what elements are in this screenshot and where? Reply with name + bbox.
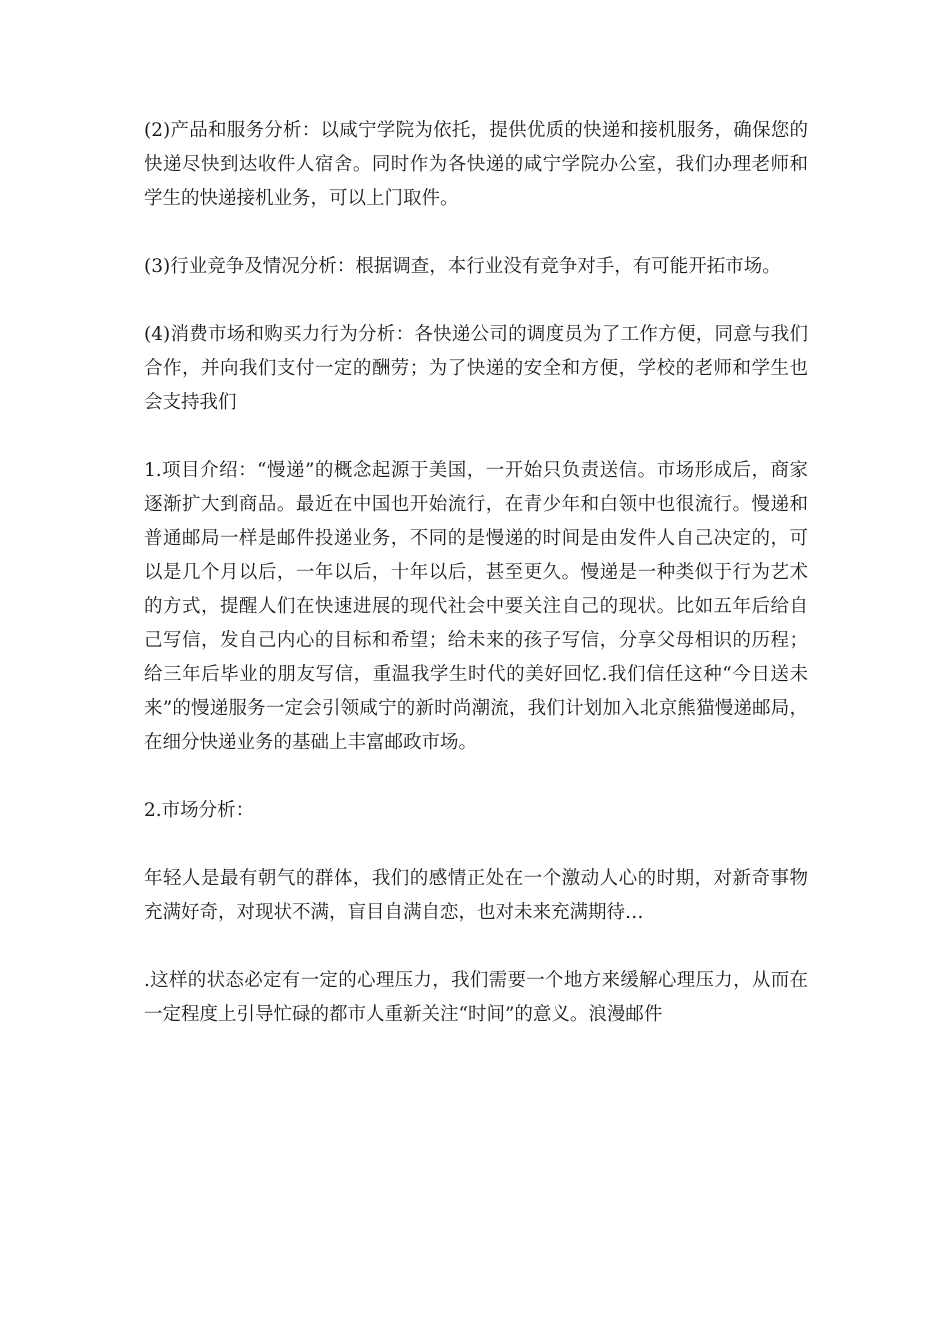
paragraph-young-people: 年轻人是最有朝气的群体，我们的感情正处在一个激动人心的时期，对新奇事物充满好奇，对现状不满，盲目自满自恋，也对未来充满期待… — [144, 868, 808, 923]
paragraph-industry-competition: (3)行业竞争及情况分析：根据调查，本行业没有竞争对手，有可能开拓市场。 — [144, 256, 781, 277]
paragraph-psychological-pressure: .这样的状态必定有一定的心理压力，我们需要一个地方来缓解心理压力，从而在一定程度上引导忙碌的都市人重新关注“时间”的意义。浪漫邮件 — [144, 970, 808, 1025]
document-body — [144, 114, 808, 1066]
paragraph-consumer-market: (4)消费市场和购买力行为分析：各快递公司的调度员为了工作方便，同意与我们合作，并向我们支付一定的酬劳；为了快递的安全和方便，学校的老师和学生也会支持我们 — [144, 324, 808, 413]
paragraph-project-introduction: 1.项目介绍：“慢递”的概念起源于美国，一开始只负责送信。市场形成后，商家逐渐扩大到商品。最近在中国也开始流行，在青少年和白领中也很流行。慢递和普通邮局一样是邮件投递业务，不同的是慢递的时间是由发件人自己决定的，可以是几个月以后，一年以后，十年以后，甚至更久。慢递是一种类似于行为艺术的方式，提醒人们在快速进展的现代社会中要关注自己的现状。比如五年后给自己写信，发自己内心的目标和希望；给未来的孩子写信，分享父母相识的历程；给三年后毕业的朋友写信，重温我学生时代的美好回忆.我们信任这种“今日送未来”的慢递服务一定会引领咸宁的新时尚潮流，我们计划加入北京熊猫慢递邮局，在细分快递业务的基础上丰富邮政市场。 — [144, 460, 808, 753]
paragraph-product-service-analysis: (2)产品和服务分析：以咸宁学院为依托，提供优质的快递和接机服务，确保您的快递尽快到达收件人宿舍。同时作为各快递的咸宁学院办公室，我们办理老师和学生的快递接机业务，可以上门取件。 — [144, 120, 808, 209]
paragraph-market-analysis-heading: 2.市场分析： — [144, 800, 255, 821]
